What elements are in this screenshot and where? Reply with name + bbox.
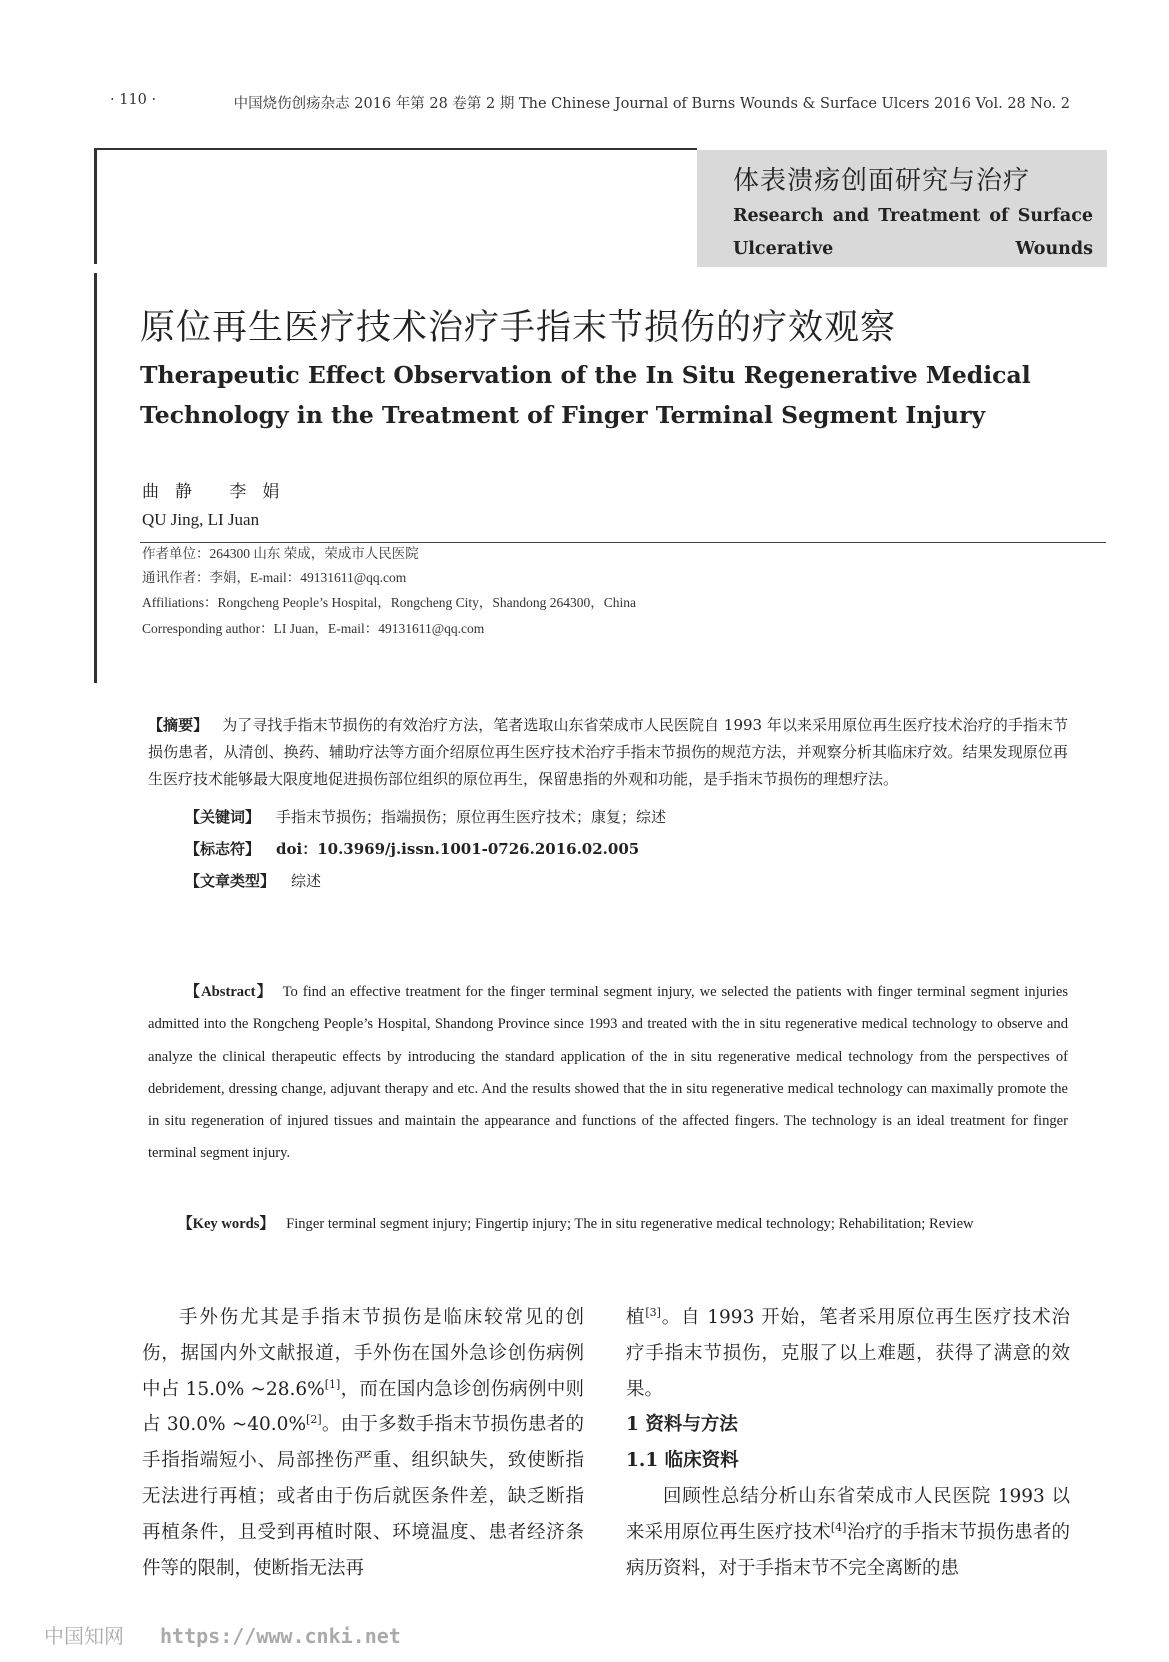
page-number: · 110 ·	[110, 92, 157, 108]
body-text: 植	[626, 1307, 646, 1328]
abstract-en	[148, 976, 1068, 1170]
article-type-label: 【文章类型】	[185, 872, 276, 890]
keywords-zh-label: 【关键词】	[185, 808, 261, 826]
body-text: 手外伤尤其是手指末节损伤是临床较常见的创伤，据国内外文献报道，手外伤在国外急诊创伤病例中占 15.0% ~28.6%	[142, 1307, 584, 1400]
body-text: 治疗的手指末节损伤患者的病历资料，对于手指末节不完全离断的患	[626, 1521, 1070, 1579]
column-title-en: Research and Treatment of Surface Ulcerative Wounds	[733, 206, 1093, 259]
subsection-heading: 1.1 临床资料	[626, 1450, 739, 1472]
watermark-site: 中国知网	[44, 1624, 124, 1648]
body-paragraph	[626, 1479, 1070, 1586]
left-bar-main	[94, 273, 97, 683]
article-type-text: 综述	[291, 872, 322, 890]
body-text: 。由于多数手指末节损伤患者的手指指端短小、局部挫伤严重、组织缺失，致使断指无法进行再植；或者由于伤后就医条件差，缺乏断指再植条件，且受到再植时限、环境温度、患者经济条件等的限制，使断指无法再	[142, 1414, 584, 1579]
abstract-en-text: To find an effective treatment for the finger terminal segment injury, we selected the patients with finger terminal segment injuries admitted into the Rongcheng People’s Hospital, Shandong Province since 1993 and treated with the in situ regenerative medical technology to observe and analyze the clinical therapeutic effects by introducing the standard application of the in situ regenerative medical technology from the perspectives of debridement, dressing change, adjuvant therapy and etc. And the results showed that the in situ regenerative medical technology can maximally promote the in situ regeneration of injured tissues and maintain the appearance and functions of the affected fingers. The technology is an ideal treatment for finger terminal segment injury.	[148, 984, 1068, 1162]
abstract-zh-label: 【摘要】	[148, 716, 209, 734]
abstract-zh-text: 为了寻找手指末节损伤的有效治疗方法，笔者选取山东省荣成市人民医院自 1993 年以来采用原位再生医疗技术治疗的手指末节损伤患者，从清创、换药、辅助疗法等方面介绍原位再生医疗技术治疗手指末节损伤的规范方法，并观察分析其临床疗效。结果发现原位再生医疗技术能够最大限度地促进损伤部位组织的原位再生，保留患指的外观和功能，是手指末节损伤的理想疗法。	[148, 716, 1068, 788]
body-text: ，而在国内急诊创伤病例中则占 30.0% ~40.0%	[142, 1378, 584, 1436]
column-title-zh: 体表溃疡创面研究与治疗	[733, 166, 1031, 196]
body-paragraph	[626, 1300, 1070, 1407]
section-heading: 1 资料与方法	[626, 1414, 738, 1436]
body-text: 。自 1993 开始，笔者采用原位再生医疗技术治疗手指末节损伤，克服了以上难题，获得了满意的效果。	[626, 1307, 1070, 1400]
keywords-zh-text: 手指末节损伤；指端损伤；原位再生医疗技术；康复；综述	[276, 808, 667, 826]
column-banner	[697, 150, 1107, 267]
abstract-en-label: 【Abstract】	[184, 984, 273, 1000]
reference-1[interactable]: [1]	[324, 1377, 341, 1391]
watermark	[44, 1620, 401, 1649]
keywords-zh	[185, 806, 666, 827]
doi-line	[185, 838, 639, 859]
body-column-left	[142, 1300, 584, 1586]
reference-3[interactable]: [3]	[645, 1305, 661, 1319]
watermark-url[interactable]: https://www.cnki.net	[160, 1624, 401, 1648]
article-type-line	[185, 870, 321, 891]
corresponding-zh: 通讯作者：李娟，E-mail：49131611@qq.com	[142, 570, 407, 585]
affiliation-zh: 作者单位：264300 山东 荣成，荣成市人民医院	[142, 546, 419, 561]
article-title-en: Therapeutic Effect Observation of the In Situ Regenerative Medical Technology in the Treatment of Finger Terminal Segment Injury	[140, 361, 1031, 429]
affiliation-en: Affiliations：Rongcheng People’s Hospital，Rongcheng City，Shandong 264300，China	[142, 595, 636, 610]
doi-label: 【标志符】	[185, 840, 261, 858]
reference-4[interactable]: [4]	[830, 1520, 847, 1534]
body-text: 回顾性总结分析山东省荣成市人民医院 1993 以来采用原位再生医疗技术	[626, 1485, 1070, 1543]
authors-zh: 曲静 李娟	[142, 482, 296, 502]
corresponding-en: Corresponding author：LI Juan，E-mail：49131611@qq.com	[142, 621, 485, 636]
body-paragraph	[142, 1300, 584, 1586]
journal-citation: 中国烧伤创疡杂志 2016 年第 28 卷第 2 期 The Chinese Journal of Burns Wounds & Surface Ulcers 2016 Vol. 28 No. 2	[233, 96, 1070, 112]
article-title-zh: 原位再生医疗技术治疗手指末节损伤的疗效观察	[140, 308, 897, 348]
keywords-en	[148, 1208, 1068, 1240]
body-column-right	[626, 1300, 1070, 1586]
authors-en: QU Jing, LI Juan	[142, 510, 260, 529]
abstract-zh	[148, 712, 1068, 793]
keywords-en-text: Finger terminal segment injury; Fingertip injury; The in situ regenerative medical technology; Rehabilitation; Review	[286, 1216, 974, 1232]
reference-2[interactable]: [2]	[306, 1413, 322, 1427]
doi-text: doi：10.3969/j.issn.1001-0726.2016.02.005	[276, 840, 640, 858]
keywords-en-label: 【Key words】	[178, 1216, 275, 1232]
left-bar-top	[94, 148, 97, 264]
top-rule	[94, 148, 697, 150]
